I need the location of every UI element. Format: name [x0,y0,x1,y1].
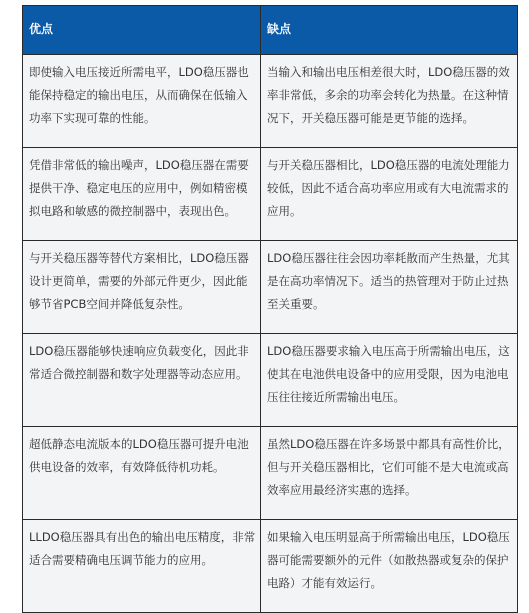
header-pros [23,6,261,55]
con-cell: LDO稳压器要求输入电压高于所需输出电压，这使其在电池供电设备中的应用受限，因为电池电压往往接近所需输出电压。 [261,334,518,427]
con-cell: 如果输入电压明显高于所需输出电压，LDO稳压器可能需要额外的元件（如散热器或复杂的保护电路）才能有效运行。 [261,520,518,613]
pro-cell: 超低静态电流版本的LDO稳压器可提升电池供电设备的效率，有效降低待机功耗。 [23,427,261,520]
header-pros-label: 优点 [29,21,54,36]
pro-cell: LLDO稳压器具有出色的输出电压精度，非常适合需要精确电压调节能力的应用。 [23,520,261,613]
con-cell: LDO稳压器往往会因功率耗散而产生热量，尤其是在高功率情况下。适当的热管理对于防止过热至关重要。 [261,241,518,334]
con-cell: 当输入和输出电压相差很大时，LDO稳压器的效率非常低，多余的功率会转化为热量。在这种情况下，开关稳压器可能是更节能的选择。 [261,55,518,148]
header-cons-label: 缺点 [267,21,292,36]
pro-cell: 即使输入电压接近所需电平，LDO稳压器也能保持稳定的输出电压，从而确保在低输入功率下实现可靠的性能。 [23,55,261,148]
comparison-table-container [22,5,517,613]
pros-cons-table [22,5,518,613]
table-row [23,427,518,520]
con-cell: 与开关稳压器相比，LDO稳压器的电流处理能力较低，因此不适合高功率应用或有大电流需求的应用。 [261,148,518,241]
table-row [23,334,518,427]
con-cell: 虽然LDO稳压器在许多场景中都具有高性价比，但与开关稳压器相比，它们可能不是大电流或高效率应用最经济实惠的选择。 [261,427,518,520]
pro-cell: 与开关稳压器等替代方案相比，LDO稳压器设计更简单，需要的外部元件更少，因此能够节省PCB空间并降低复杂性。 [23,241,261,334]
pro-cell: 凭借非常低的输出噪声，LDO稳压器在需要提供干净、稳定电压的应用中，例如精密模拟电路和敏感的微控制器中，表现出色。 [23,148,261,241]
pro-cell: LDO稳压器能够快速响应负载变化，因此非常适合微控制器和数字处理器等动态应用。 [23,334,261,427]
table-row [23,55,518,148]
table-row [23,241,518,334]
table-header-row [23,6,518,55]
header-cons [261,6,518,55]
table-row [23,148,518,241]
table-row [23,520,518,613]
